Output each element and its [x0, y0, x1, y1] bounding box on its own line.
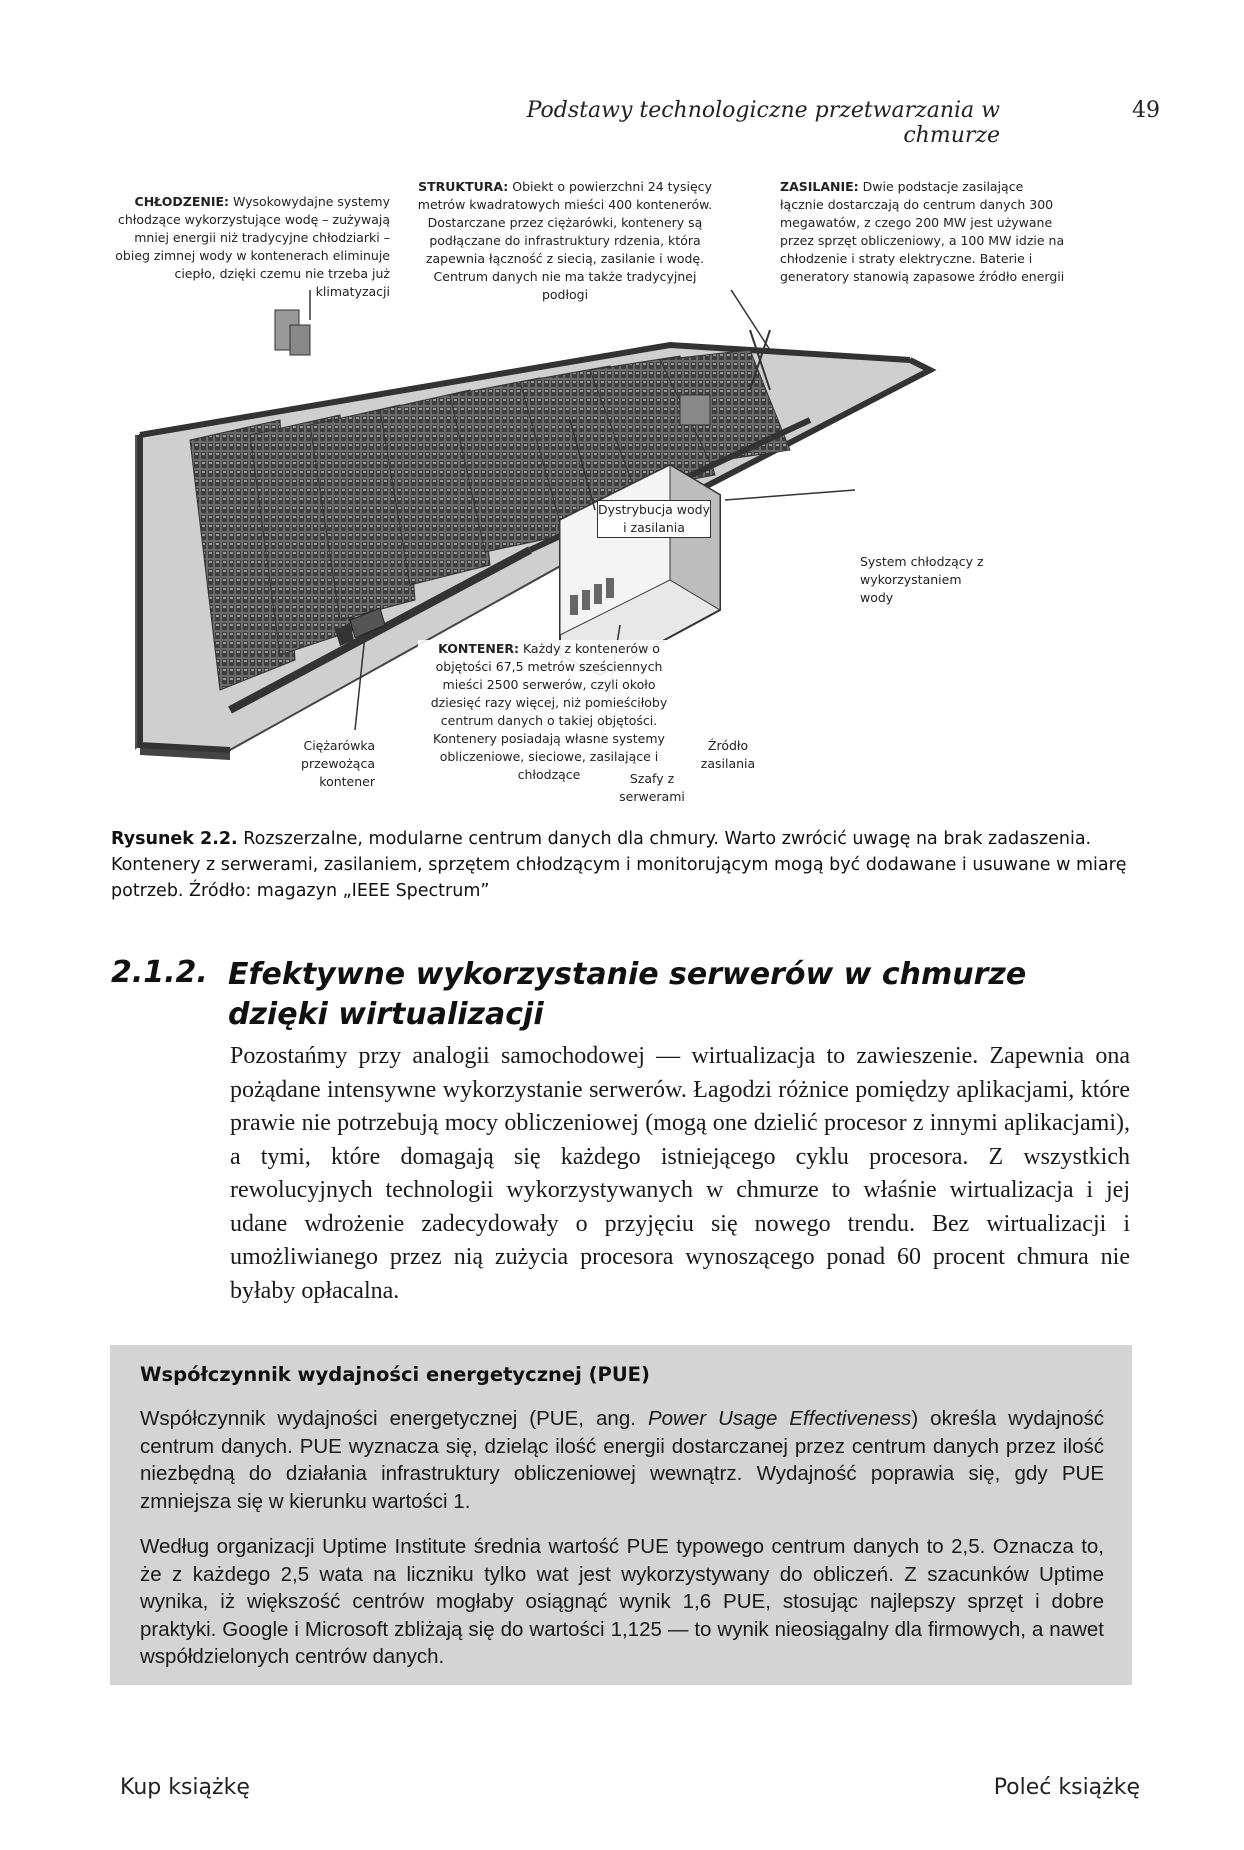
callout-container-text: Każdy z kontenerów o objętości 67,5 metrów sześciennych mieści 2500 serwerów, czyli około dziesięć razy więcej, niż pomieściłoby centrum danych o takiej objętości. Kontenery posiadają własne systemy obliczeniowe, sieciowe, zasilające i chłodzące	[430, 641, 668, 782]
section-title: Efektywne wykorzystanie serwerów w chmurze dzięki wirtualizacji	[228, 957, 1027, 1032]
box-p1-italic: Power Usage Effectiveness	[647, 1407, 912, 1430]
label-power-source: Źródło zasilania	[700, 738, 756, 771]
label-cooling-system: System chłodzący z wykorzystaniem wody	[860, 553, 990, 607]
callout-power-text: Dwie podstacje zasilające łącznie dostarczają do centrum danych 300 megawatów, z czego 200 MW jest używane przez sprzęt obliczeniowy, a 100 MW idzie na chłodzenie i straty elektryczne. Baterie i generatory stanowią zapasowe źródło energii	[780, 179, 1065, 284]
callout-power	[780, 178, 1070, 286]
callout-structure	[415, 178, 715, 304]
callout-cooling-text: Wysokowydajne systemy chłodzące wykorzystujące wodę – zużywają mniej energii niż tradycyjne chłodziarki – obieg zimnej wody w kontenerach eliminuje ciepło, dzięki czemu nie trzeba już klimatyzacji	[115, 194, 390, 299]
callout-container-label: KONTENER:	[438, 641, 519, 656]
callout-cooling-label: CHŁODZENIE:	[134, 194, 230, 209]
label-truck: Ciężarówka przewożąca kontener	[301, 738, 375, 789]
sidebar-box-paragraph-2: Według organizacji Uptime Institute średnia wartość PUE typowego centrum danych to 2,5. Oznacza to, że z każdego 2,5 wata na liczniku tylko wat jest wykorzystywany do obliczeń. Z szacunków Uptime wynika, iż większość centrów mogłaby osiągnąć wynik 1,6 PUE, stosując najlepszy sprzęt i dobre praktyki. Google i Microsoft zbliżają się do wartości 1,125 — to wynik nieosiągalny dla firmowych, a nawet współdzielonych centrów danych.	[140, 1535, 1104, 1668]
callout-power-label: ZASILANIE:	[780, 179, 859, 194]
callout-container	[418, 640, 680, 784]
recommend-book-link[interactable]: Poleć książkę	[993, 1775, 1140, 1800]
section-number: 2.1.2.	[111, 955, 208, 990]
box-p1-before: Współczynnik wydajności energetycznej (PUE, ang.	[140, 1407, 648, 1430]
buy-book-link[interactable]: Kup książkę	[120, 1775, 250, 1800]
figure-caption-text: Rozszerzalne, modularne centrum danych dla chmury. Warto zwrócić uwagę na brak zadaszenia. Kontenery z serwerami, zasilaniem, sprzętem chłodzącym i monitorującym mogą być dodawane i usuwane w miarę potrzeb. Źródło: magazyn „IEEE Spectrum”	[111, 829, 1127, 901]
label-server-racks: Szafy z serwerami	[619, 771, 685, 804]
callout-structure-text: Obiekt o powierzchni 24 tysięcy metrów kwadratowych mieści 400 kontenerów. Dostarczane przez ciężarówki, kontenery są podłączane do infrastruktury rdzenia, która zapewnia łączność z siecią, zasilanie i wodę. Centrum danych nie ma także tradycyjnej podłogi	[417, 179, 713, 302]
body-paragraph: Pozostańmy przy analogii samochodowej — wirtualizacja to zawieszenie. Zapewnia ona pożądane intensywne wykorzystanie serwerów. Łagodzi różnice pomiędzy aplikacjami, które prawie nie potrzebują mocy obliczeniowej (mogą one dzielić procesor z innymi aplikacjami), a tymi, które domagają się każdego istniejącego cyklu procesora. Z wszystkich rewolucyjnych technologii wykorzystywanych w chmurze to właśnie wirtualizacja i jej udane wdrożenie zadecydowały o przyjęciu się nowego trendu. Bez wirtualizacji i umożliwianego przez nią zużycia procesora wynoszącego ponad 60 procent chmura nie byłaby opłacalna.	[230, 1043, 1130, 1304]
cooling-tower	[275, 310, 310, 355]
box-p1-after: ) określa wydajność centrum danych. PUE wyznacza się, dzieląc ilość energii dostarczanej przez centrum danych przez ilość niezbędną do działania infrastruktury obliczeniowej wewnątrz. Wydajność poprawia się, gdy PUE zmniejsza się w kierunku wartości 1.	[140, 1407, 1105, 1513]
sidebar-box-paragraph-1	[140, 1405, 1104, 1515]
figure-caption	[111, 826, 1141, 904]
page-number: 49	[1132, 98, 1160, 123]
running-header: Podstawy technologiczne przetwarzania w chmurze	[526, 98, 1000, 148]
label-water-power-distribution: Dystrybucja wody i zasilania	[597, 500, 711, 538]
figure-caption-label: Rysunek 2.2.	[111, 829, 238, 849]
sidebar-box-heading: Współczynnik wydajności energetycznej (PUE)	[140, 1363, 650, 1386]
callout-structure-label: STRUKTURA:	[418, 179, 509, 194]
callout-cooling	[110, 193, 390, 301]
